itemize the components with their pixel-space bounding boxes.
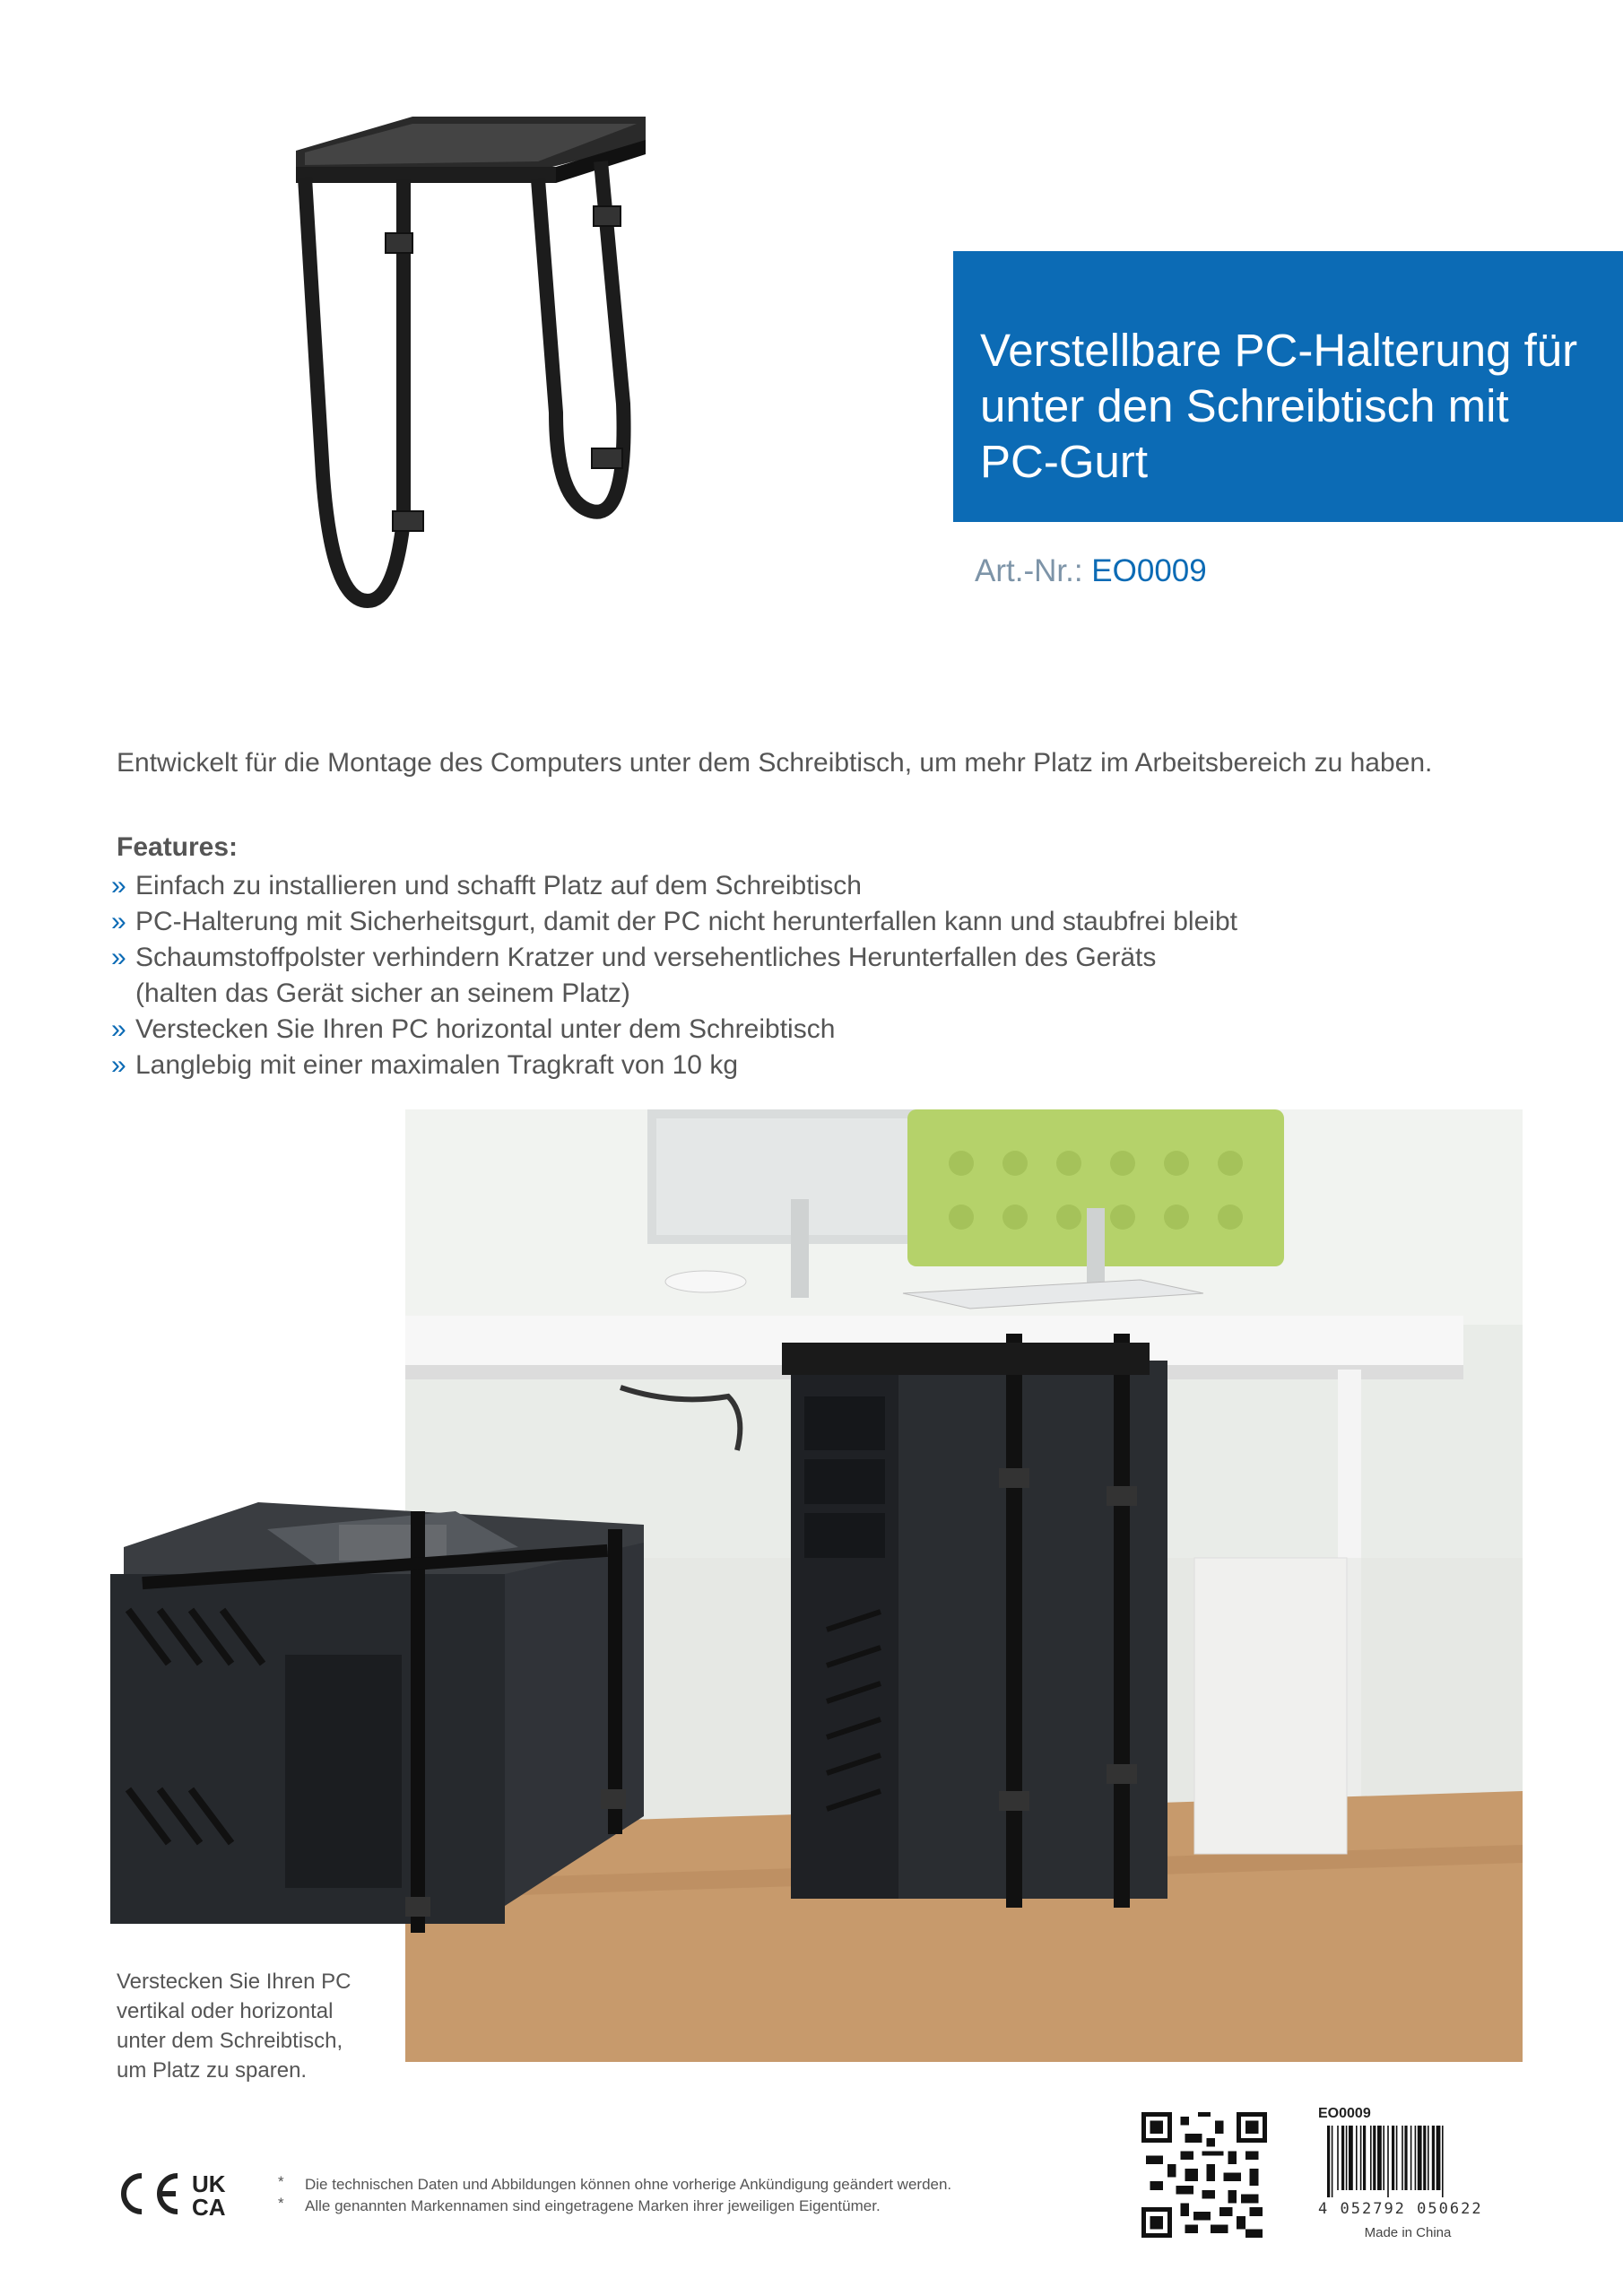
- list-item: [111, 1048, 1546, 1083]
- article-number: [975, 553, 1207, 589]
- list-item: [111, 940, 1546, 1012]
- disclaimer-text: Alle genannten Markennamen sind eingetragene Marken ihrer jeweiligen Eigentümer.: [305, 2197, 881, 2214]
- bullet-icon: »: [111, 907, 126, 936]
- feature-text: Einfach zu installieren und schafft Platz auf dem Schreibtisch: [135, 871, 862, 900]
- article-label: Art.-Nr.:: [975, 553, 1083, 588]
- caption-line: unter dem Schreibtisch,: [117, 2029, 343, 2053]
- ukca-mark-icon: [192, 2170, 226, 2219]
- horizontal-pc-image: [106, 1475, 662, 1942]
- svg-text:CA: CA: [192, 2194, 226, 2219]
- list-item: [111, 868, 1546, 904]
- barcode-icon: [1318, 2126, 1515, 2197]
- title-line: PC-Gurt: [980, 436, 1149, 487]
- caption-line: um Platz zu sparen.: [117, 2058, 308, 2083]
- photo-caption: [117, 1967, 412, 2085]
- article-value: EO0009: [1091, 553, 1207, 588]
- list-item: * Die technischen Daten und Abbildungen können ohne vorherige Ankündigung geändert werden.: [278, 2173, 952, 2193]
- disclaimer-list: [278, 2174, 1085, 2217]
- ean-number: [1318, 2200, 1515, 2218]
- feature-text: Schaumstoffpolster verhindern Kratzer und versehentliches Herunterfallen des Geräts: [135, 943, 1157, 972]
- product-image: [269, 99, 735, 619]
- barcode-block: [1318, 2106, 1515, 2240]
- disclaimer-text: Die technischen Daten und Abbildungen können ohne vorherige Ankündigung geändert werden.: [305, 2176, 952, 2193]
- ean-prefix: 4: [1318, 2200, 1330, 2218]
- ce-mark-icon: [124, 2176, 178, 2212]
- caption-line: vertikal oder horizontal: [117, 1999, 334, 2023]
- list-item: [111, 904, 1546, 940]
- page-title: [980, 323, 1608, 490]
- ean-right: 050622: [1417, 2200, 1483, 2218]
- feature-text: PC-Halterung mit Sicherheitsgurt, damit der PC nicht herunterfallen kann und staubfrei bleibt: [135, 907, 1237, 936]
- title-box: [953, 251, 1623, 522]
- bullet-icon: »: [111, 943, 126, 972]
- bullet-icon: »: [111, 871, 126, 900]
- intro-text: Entwickelt für die Montage des Computers unter dem Schreibtisch, um mehr Platz im Arbeitsbereich zu haben.: [117, 748, 1433, 778]
- features-heading: Features:: [117, 832, 239, 862]
- title-line: unter den Schreibtisch mit: [980, 380, 1509, 431]
- ean-left: 052792: [1340, 2200, 1406, 2218]
- barcode-label: EO0009: [1318, 2106, 1371, 2121]
- feature-text: Verstecken Sie Ihren PC horizontal unter dem Schreibtisch: [135, 1014, 836, 1044]
- svg-text:UK: UK: [192, 2170, 226, 2197]
- bullet-icon: »: [111, 1014, 126, 1044]
- list-item: [111, 1012, 1546, 1048]
- caption-line: Verstecken Sie Ihren PC: [117, 1970, 352, 1994]
- title-line: Verstellbare PC-Halterung für: [980, 325, 1578, 376]
- features-list: [111, 868, 1546, 1083]
- feature-text-continuation: (halten das Gerät sicher an seinem Platz): [135, 978, 630, 1008]
- feature-text: Langlebig mit einer maximalen Tragkraft von 10 kg: [135, 1050, 739, 1080]
- list-item: * Alle genannten Markennamen sind eingetragene Marken ihrer jeweiligen Eigentümer.: [278, 2195, 881, 2214]
- bullet-icon: »: [111, 1050, 126, 1080]
- made-in-text: Made in China: [1364, 2225, 1452, 2240]
- certification-marks: [115, 2169, 267, 2219]
- qr-code-icon: [1141, 2112, 1267, 2238]
